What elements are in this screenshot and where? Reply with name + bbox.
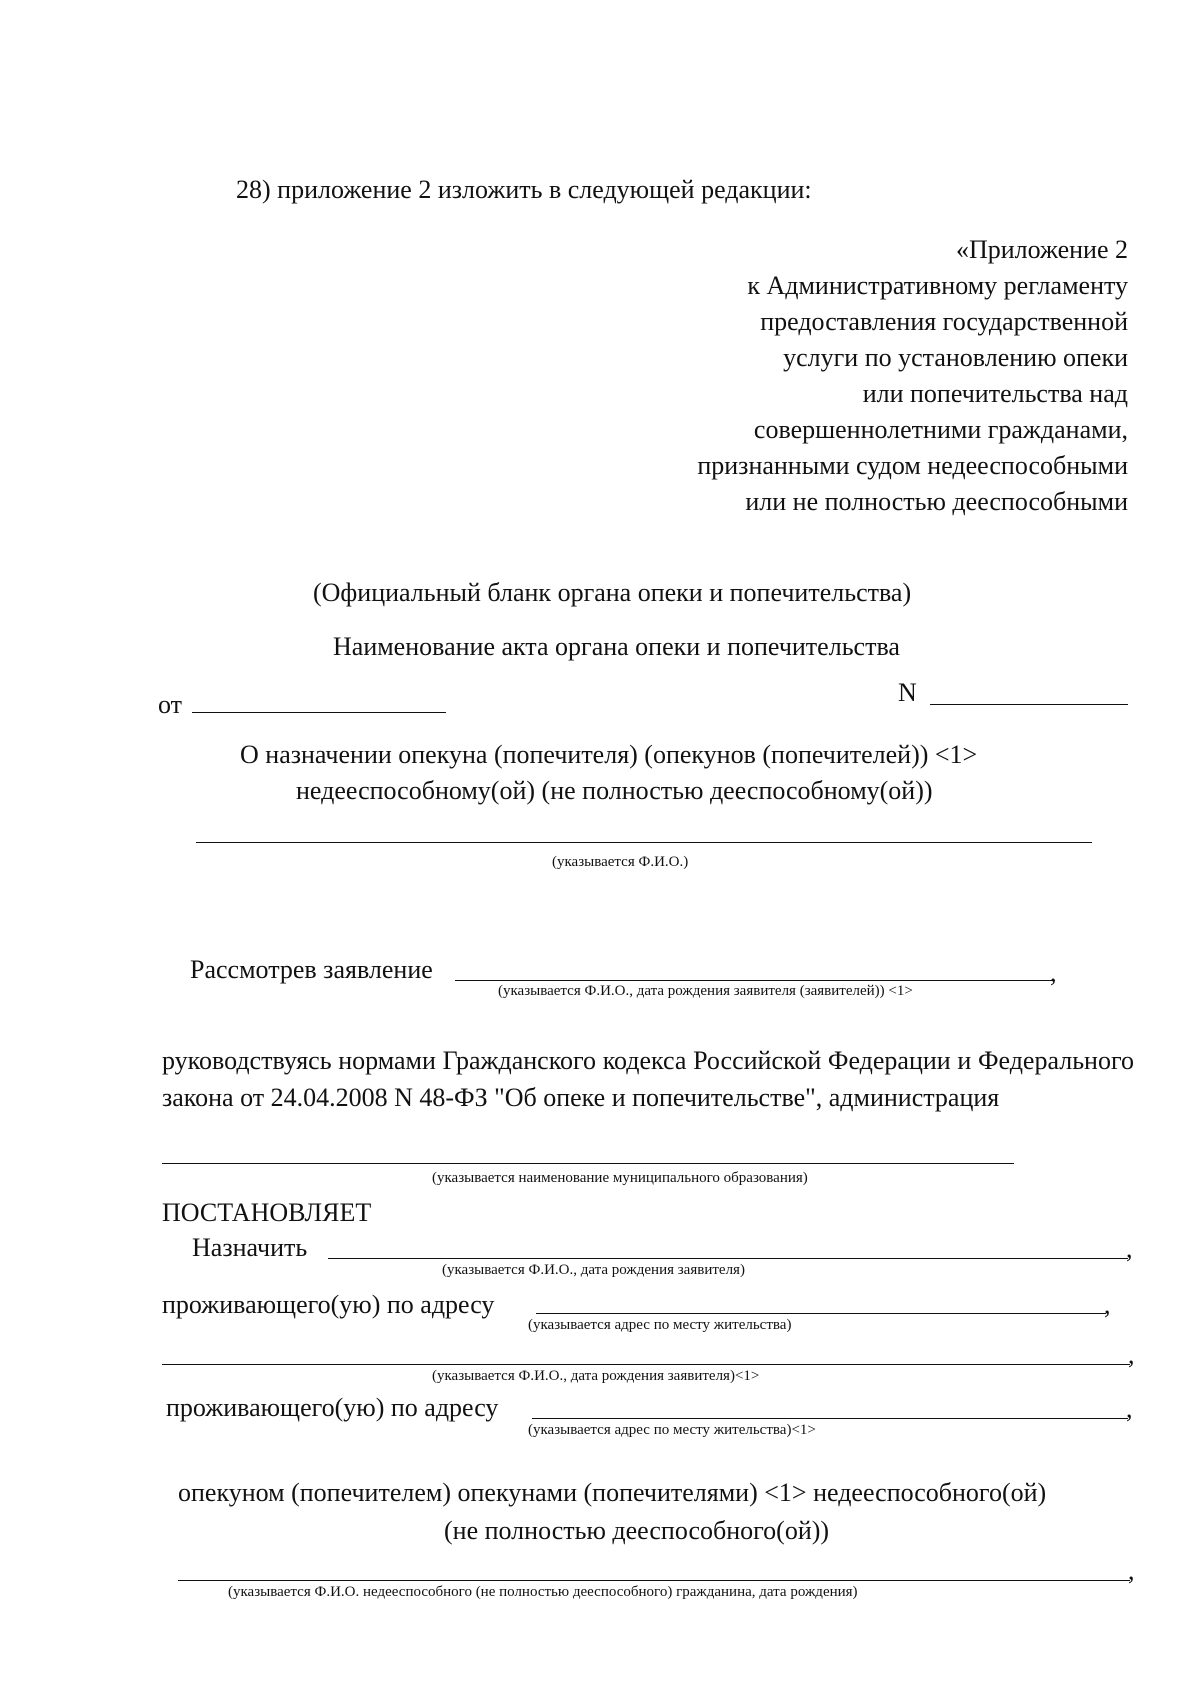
item-28-text: 28) приложение 2 изложить в следующей редакции: [236,175,812,204]
address-2-hint: (указывается адрес по месту жительства)<1> [528,1422,816,1438]
applicant-2-hint: (указывается Ф.И.О., дата рождения заявителя)<1> [432,1368,760,1384]
appendix-header-line: или не полностью дееспособными [745,487,1128,516]
comma: , [1104,1290,1111,1319]
fio-hint: (указывается Ф.И.О.) [552,854,689,870]
appendix-header-line: к Административному регламенту [747,271,1128,300]
comma: , [1126,1234,1133,1263]
appendix-header-line: совершеннолетними гражданами, [753,415,1128,444]
resolves-heading: ПОСТАНОВЛЯЕТ [162,1198,372,1227]
date-field-line [192,712,446,713]
address-hint: (указывается адрес по месту жительства) [528,1317,792,1333]
ward-hint: (указывается Ф.И.О. недееспособного (не полностью дееспособного) гражданина, дата рождения) [228,1584,858,1600]
appoint-field-line [328,1258,1128,1259]
municipality-hint: (указывается наименование муниципального образования) [432,1170,808,1186]
applicant-field-line [455,980,1055,981]
ward-field-line [178,1580,1130,1581]
date-label: от [158,690,183,719]
comma: , [1050,958,1057,987]
address-2-field-line [532,1418,1128,1419]
applicant-2-field-line [162,1364,1130,1365]
residing-label-2: проживающего(ую) по адресу [166,1393,499,1422]
comma: , [1126,1394,1133,1423]
official-blank-caption: (Официальный бланк органа опеки и попечительства) [313,578,912,607]
appendix-header-line: предоставления государственной [760,307,1128,336]
appoint-label: Назначить [192,1233,308,1262]
number-label: N [898,678,917,707]
appoint-hint: (указывается Ф.И.О., дата рождения заявителя) [442,1262,745,1278]
appendix-header-line: или попечительства над [862,379,1128,408]
subject-line-2: недееспособному(ой) (не полностью дееспособному(ой)) [296,776,933,805]
address-field-line [536,1313,1106,1314]
appendix-header [697,232,1128,520]
reviewed-label: Рассмотрев заявление [190,955,433,984]
guided-paragraph: руководствуясь нормами Гражданского кодекса Российской Федерации и Федерального закона от 24.04.2008 N 48-ФЗ "Об опеке и попечительстве", администрация [162,1046,1134,1112]
comma: , [1128,1556,1135,1585]
guardian-line-2: (не полностью дееспособного(ой)) [444,1516,830,1545]
residing-label: проживающего(ую) по адресу [162,1290,495,1319]
subject-line-1: О назначении опекуна (попечителя) (опекунов (попечителей)) <1> [240,740,978,769]
fio-field-line [196,842,1092,843]
appendix-header-line: услуги по установлению опеки [783,343,1128,372]
municipality-field-line [162,1163,1014,1164]
number-field-line [930,704,1128,705]
comma: , [1128,1340,1135,1369]
applicant-hint: (указывается Ф.И.О., дата рождения заявителя (заявителей)) <1> [498,983,913,999]
act-name-caption: Наименование акта органа опеки и попечительства [333,632,900,661]
appendix-header-line: признанными судом недееспособными [697,451,1128,480]
appendix-header-line: «Приложение 2 [955,235,1128,264]
guardian-line-1: опекуном (попечителем) опекунами (попечителями) <1> недееспособного(ой) [178,1478,1047,1507]
